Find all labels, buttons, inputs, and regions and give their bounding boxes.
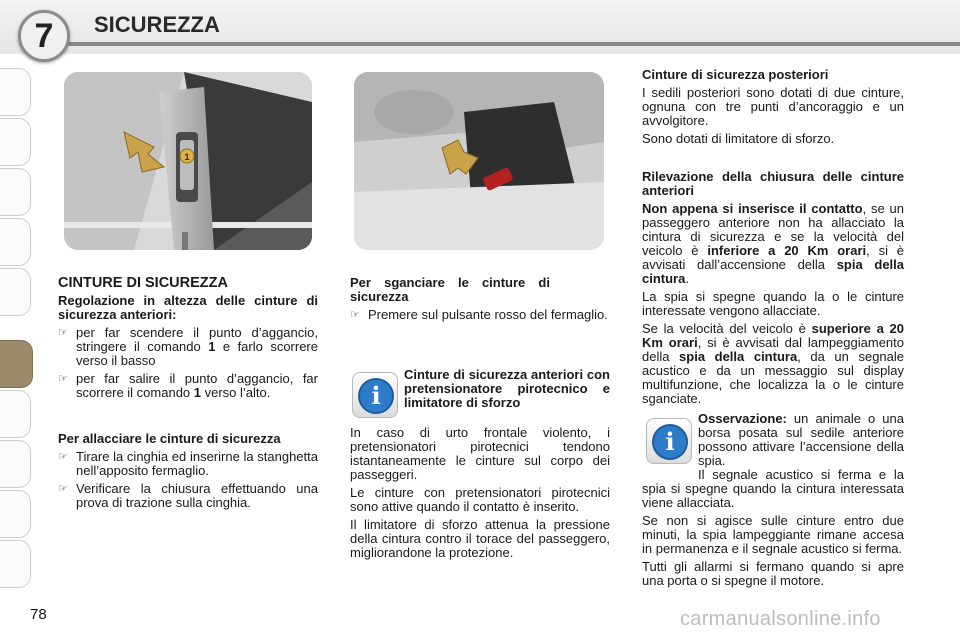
note-paragraph-1: Osservazione: un animale o una borsa posata sul sedile anteriore possono attivare l’accensione della spia. — [698, 411, 904, 468]
fasten-bullet-2: ☞ Verificare la chiusura effettuando una prova di trazione sulla cinghia. — [58, 481, 318, 510]
watermark: carmanualsonline.info — [680, 608, 881, 630]
pretension-title-block — [404, 368, 610, 414]
height-adjust-bullet-down: ☞ per far scendere il punto d’aggancio, stringere il comando 1 e farlo scorrere verso il basso — [58, 325, 318, 368]
fasten-bullet-1: ☞ Tirare la cinghia ed inserirne la stanghetta nell’apposito fermaglio. — [58, 449, 318, 478]
detection-paragraph-1: Non appena si inserisce il contatto, se un passeggero anteriore non ha allacciato la cintura di sicurezza e se la velocità del veicolo è inferiore a 20 Km orari, si è avvisati dall’accensione della spia della cintura. — [642, 201, 905, 286]
hand-pointer-icon: ☞ — [58, 451, 68, 463]
pretension-text-block — [350, 426, 610, 564]
note-paragraph-2: Il segnale acustico si ferma e la spia si spegne quando la cintura interessata viene allacciata. — [642, 467, 904, 510]
detection-paragraph-3: Se la velocità del veicolo è superiore a 20 Km orari, si è avvisati dal lampeggiamento della spia della cintura, da un segnale acustico e da un messaggio sul display multifunzione, che localizza la o le cinture sganciate. — [642, 321, 905, 406]
hand-pointer-icon: ☞ — [58, 373, 68, 385]
chapter-tab-active[interactable] — [0, 340, 33, 388]
note-paragraph-4: Tutti gli allarmi si fermano quando si apre una porta o si spegne il motore. — [642, 559, 904, 588]
right-text-column — [642, 68, 904, 410]
section-heading: CINTURE DI SICUREZZA — [58, 275, 228, 291]
chapter-tab[interactable] — [0, 118, 31, 166]
left-text-column — [58, 276, 318, 514]
chapter-number-badge: 7 — [18, 10, 70, 62]
page-number: 78 — [30, 606, 47, 623]
info-icon: i — [646, 418, 692, 464]
chapter-tab[interactable] — [0, 540, 31, 588]
height-adjust-bullet-up: ☞ per far salire il punto d’aggancio, far scorrere il comando 1 verso l’alto. — [58, 371, 318, 400]
detection-paragraph-2: La spia si spegne quando la o le cinture interessate vengono allacciate. — [642, 289, 904, 318]
rear-belts-title: Cinture di sicurezza posteriori — [642, 67, 829, 82]
detection-title: Rilevazione della chiusura delle cinture anteriori — [642, 169, 904, 198]
chapter-tab[interactable] — [0, 440, 31, 488]
fasten-title: Per allacciare le cinture di sicurezza — [58, 431, 281, 446]
pretension-paragraph-2: Le cinture con pretensionatori pirotecnici sono attive quando il contatto è inserito. — [350, 485, 610, 514]
note-lead-block — [698, 412, 904, 472]
pretension-paragraph-1: In caso di urto frontale violento, i pretensionatori pirotecnici tendono istantaneamente le cinture sul corpo dei passeggeri. — [350, 425, 610, 482]
page-title: SICUREZZA — [94, 12, 220, 37]
height-adjust-title: Regolazione in altezza delle cinture di sicurezza anteriori: — [58, 293, 318, 322]
hand-pointer-icon: ☞ — [350, 309, 360, 321]
hand-pointer-icon: ☞ — [58, 483, 68, 495]
callout-number-1: 1 — [184, 152, 190, 162]
rear-belts-paragraph-1: I sedili posteriori sono dotati di due cinture, ognuna con tre punti d’ancoraggio e un avvolgitore. — [642, 85, 904, 128]
chapter-tab[interactable] — [0, 168, 31, 216]
unfasten-bullet: ☞ Premere sul pulsante rosso del fermaglio. — [350, 307, 608, 322]
belt-height-adjuster-illustration — [64, 72, 312, 250]
chapter-tab[interactable] — [0, 68, 31, 116]
belt-buckle-illustration — [354, 72, 604, 250]
chapter-tab[interactable] — [0, 490, 31, 538]
note-text-block — [642, 468, 904, 592]
unfasten-title: Per sganciare le cinture di sicurezza — [350, 275, 550, 304]
belt-buckle-photo — [354, 72, 604, 250]
hand-pointer-icon: ☞ — [58, 327, 68, 339]
chapter-tab[interactable] — [0, 218, 31, 266]
pretension-title: Cinture di sicurezza anteriori con pretensionatore pirotecnico e limitatore di sforzo — [404, 367, 610, 410]
chapter-tab[interactable] — [0, 268, 31, 316]
header-rule — [60, 42, 960, 46]
pretension-paragraph-3: Il limitatore di sforzo attenua la pressione della cintura contro il torace del passeggero, migliorandone la protezione. — [350, 517, 610, 560]
info-icon: i — [352, 372, 398, 418]
note-paragraph-3: Se non si agisce sulle cinture entro due minuti, la spia lampeggiante rimane accesa in permanenza e il segnale acustico si ferma. — [642, 513, 904, 556]
rear-belts-paragraph-2: Sono dotati di limitatore di sforzo. — [642, 131, 835, 146]
chapter-tab[interactable] — [0, 390, 31, 438]
belt-height-adjuster-photo — [64, 72, 312, 250]
middle-text-column — [350, 276, 610, 326]
